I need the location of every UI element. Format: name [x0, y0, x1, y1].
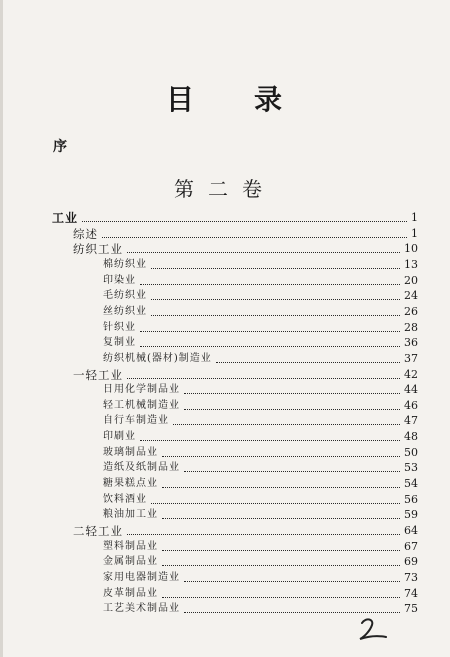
toc-entry — [73, 226, 418, 242]
toc-entry-label: 皮革制品业 — [103, 587, 158, 599]
toc-entry — [103, 257, 418, 273]
toc-entry — [103, 413, 418, 429]
toc-leader-dots — [162, 487, 400, 488]
toc-entry-page: 54 — [404, 477, 418, 491]
handwritten-mark-icon — [356, 615, 390, 643]
toc-leader-dots — [127, 378, 400, 379]
toc-entry — [103, 586, 418, 602]
page-title — [0, 78, 450, 118]
toc-leader-dots — [184, 471, 400, 472]
toc-entry-label: 印染业 — [103, 274, 136, 286]
toc-entry-label: 工艺美术制品业 — [103, 603, 180, 615]
toc-leader-dots — [216, 362, 400, 363]
toc-entry — [103, 320, 418, 336]
toc-entry-label: 针织业 — [103, 321, 136, 333]
toc-entry-page: 42 — [404, 367, 418, 381]
toc-entry — [103, 445, 418, 461]
toc-leader-dots — [184, 409, 400, 410]
toc-entry — [52, 210, 418, 226]
toc-entry-label: 金属制品业 — [103, 556, 158, 568]
toc-entry — [103, 570, 418, 586]
toc-leader-dots — [162, 550, 400, 551]
toc-leader-dots — [184, 393, 400, 394]
toc-entry-page: 53 — [404, 461, 418, 475]
toc-leader-dots — [162, 456, 400, 457]
toc-entry-page: 46 — [404, 398, 418, 412]
toc-entry — [103, 460, 418, 476]
toc-entry-page: 13 — [404, 257, 418, 271]
toc-entry-page: 28 — [404, 320, 418, 334]
volume-heading: 第二卷 — [174, 177, 276, 201]
toc-leader-dots — [162, 565, 400, 566]
toc-entry — [103, 554, 418, 570]
toc-entry — [103, 539, 418, 555]
toc-leader-dots — [140, 440, 400, 441]
toc-entry — [103, 492, 418, 508]
toc-leader-dots — [162, 597, 400, 598]
toc-entry-label: 玻璃制品业 — [103, 446, 158, 458]
toc-entry — [103, 351, 418, 367]
toc-entry-label: 纺织工业 — [73, 242, 123, 257]
toc-entry-page: 56 — [404, 492, 418, 506]
toc-entry-page: 47 — [404, 414, 418, 428]
toc-entry — [73, 241, 418, 257]
toc-entry — [103, 429, 418, 445]
toc-entry-label: 印刷业 — [103, 431, 136, 443]
preface-heading: 序 — [53, 139, 67, 155]
toc-entry — [103, 273, 418, 289]
toc-entry-label: 丝纺织业 — [103, 305, 147, 317]
toc-entry-label: 造纸及纸制品业 — [103, 462, 180, 474]
toc-entry-page: 69 — [404, 555, 418, 569]
toc-entry — [103, 382, 418, 398]
toc-leader-dots — [184, 581, 400, 582]
toc-entry-page: 44 — [404, 383, 418, 397]
toc-entry-label: 家用电器制造业 — [103, 571, 180, 583]
toc-leader-dots — [173, 424, 400, 425]
toc-entry — [103, 288, 418, 304]
toc-leader-dots — [140, 331, 400, 332]
toc-entry-page: 48 — [404, 430, 418, 444]
toc-entry-page: 24 — [404, 289, 418, 303]
toc-leader-dots — [127, 252, 400, 253]
toc-leader-dots — [151, 268, 400, 269]
toc-leader-dots — [162, 518, 400, 519]
toc-entry-page: 26 — [404, 304, 418, 318]
toc-entry-label: 一轻工业 — [73, 367, 123, 382]
toc-leader-dots — [127, 534, 400, 535]
toc-entry-label: 纺织机械(器材)制造业 — [103, 352, 212, 364]
toc-entry — [103, 304, 418, 320]
toc-leader-dots — [151, 315, 400, 316]
toc-entry-label: 饮料酒业 — [103, 493, 147, 505]
toc-entry-page: 37 — [404, 351, 418, 365]
toc-entry-label: 复制业 — [103, 337, 136, 349]
toc-entry-label: 棉纺织业 — [103, 258, 147, 270]
toc-leader-dots — [102, 237, 407, 238]
toc-entry-page: 50 — [404, 445, 418, 459]
toc-entry — [103, 507, 418, 523]
toc-leader-dots — [82, 221, 407, 222]
toc-entry-page: 74 — [404, 586, 418, 600]
title-char-2: 录 — [254, 83, 285, 116]
toc-entry-page: 1 — [411, 226, 418, 240]
toc-entry-label: 综述 — [73, 226, 98, 241]
toc-entry-label: 塑料制品业 — [103, 540, 158, 552]
toc-entry — [103, 398, 418, 414]
toc-entry-page: 10 — [404, 242, 418, 256]
toc-entry — [73, 367, 418, 383]
toc-entry — [73, 523, 418, 539]
toc-entry-label: 自行车制造业 — [103, 415, 169, 427]
toc-entry-page: 20 — [404, 273, 418, 287]
toc-entry-label: 毛纺织业 — [103, 290, 147, 302]
toc-leader-dots — [140, 346, 400, 347]
title-char-1: 目 — [165, 83, 196, 116]
toc-entry-label: 工业 — [52, 211, 79, 225]
toc-leader-dots — [151, 299, 400, 300]
toc-entry-page: 36 — [404, 336, 418, 350]
toc-entry-page: 73 — [404, 570, 418, 584]
toc-entry — [103, 476, 418, 492]
toc-entry-label: 日用化学制品业 — [103, 384, 180, 396]
toc-entry-page: 1 — [411, 211, 418, 224]
toc-entry-page: 75 — [404, 602, 418, 616]
toc-entry-label: 轻工机械制造业 — [103, 399, 180, 411]
toc-entry-label: 二轻工业 — [73, 524, 123, 538]
toc-leader-dots — [184, 612, 400, 613]
toc-entry-page: 67 — [404, 539, 418, 553]
toc-entry-label: 粮油加工业 — [103, 509, 158, 521]
toc-entry-label: 糖果糕点业 — [103, 478, 158, 490]
toc-entry-page: 59 — [404, 508, 418, 522]
toc-leader-dots — [140, 284, 400, 285]
toc-entry — [103, 335, 418, 351]
toc-entry-page: 64 — [404, 524, 418, 537]
toc-leader-dots — [151, 503, 400, 504]
